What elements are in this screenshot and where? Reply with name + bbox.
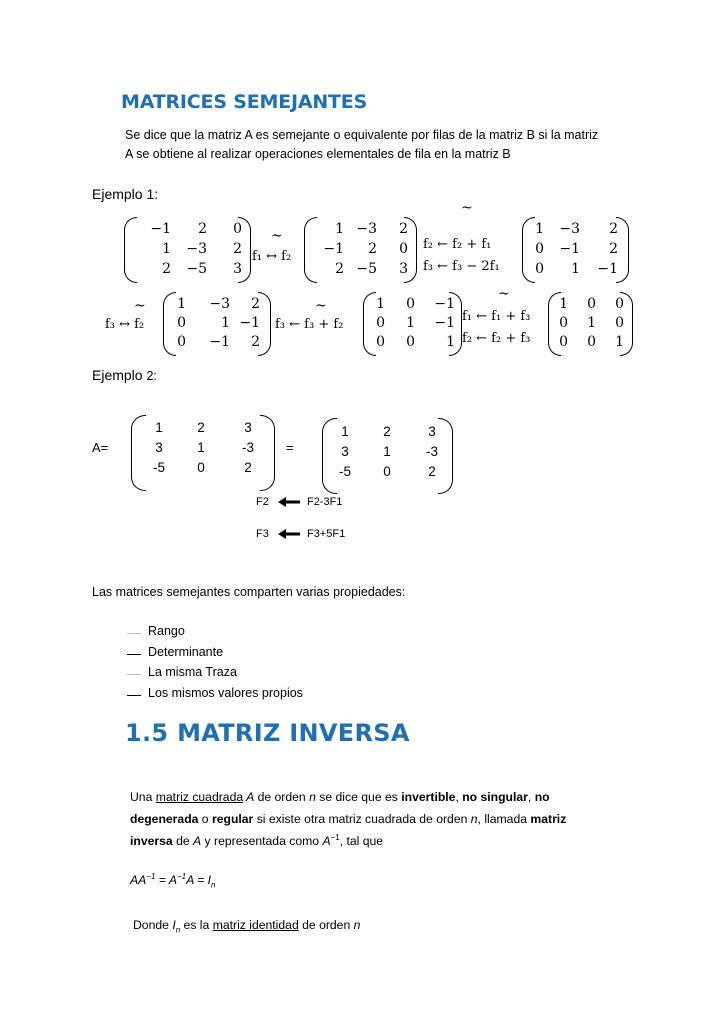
equivalence-tilde: ~ [271, 228, 283, 244]
matrix-3-cell: 0 [535, 261, 544, 277]
subscript-n: n [211, 880, 216, 890]
matrix-4-cell: 1 [177, 295, 186, 312]
example-2-label-number: 2: [146, 369, 157, 383]
text-run: de [172, 834, 194, 849]
matrix-2-bracket-right [404, 217, 417, 283]
text-run: si existe otra matriz cuadrada de orden [253, 812, 471, 826]
equivalence-tilde: ~ [498, 286, 510, 302]
section-title-matrices-semejantes: MATRICES SEMEJANTES [121, 91, 368, 113]
matrix-6-cell: 1 [587, 314, 596, 331]
symbol-i: I [172, 918, 176, 932]
matrix-1-cell: 2 [162, 261, 171, 277]
row-operation-f2 [256, 496, 342, 508]
matrix-6-cell: 0 [587, 334, 596, 351]
matrix-b-bracket-right [438, 418, 453, 494]
text-run: de orden [298, 918, 354, 932]
subscript-n: n [175, 925, 181, 935]
symbol-n: n [309, 790, 316, 804]
row-operation-swap-f3-f2: f₃ ↔ f₂ [105, 317, 145, 332]
matrix-1-cell: 2 [233, 241, 242, 257]
property-item: Los mismos valores propios [148, 686, 303, 700]
term-regular: regular [211, 812, 254, 826]
definition-line-2 [130, 812, 566, 826]
matrix-a-cell: 3 [244, 420, 252, 435]
symbol-n: n [470, 812, 478, 826]
matrix-2-cell: 2 [368, 241, 377, 257]
matrix-5-cell: 0 [376, 314, 385, 331]
matrix-a-cell: 2 [197, 420, 205, 435]
matrix-3-cell: 0 [535, 241, 544, 257]
matrix-4-cell: −1 [239, 314, 260, 331]
matrix-3-bracket-right [616, 217, 629, 283]
row-operation-swap-f1-f2: f₁ ↔ f₂ [252, 249, 292, 264]
matrix-4-cell: 0 [177, 314, 186, 331]
symbol-a: A [193, 834, 202, 849]
row-operation-f3-expression: F3+5F1 [306, 528, 346, 540]
matrix-1-cell: −5 [186, 261, 207, 277]
matrix-1-cell: 0 [233, 221, 242, 237]
matrix-a-cell: 0 [197, 460, 205, 475]
matrix-2 [312, 219, 408, 279]
matrix-a-cell: 2 [244, 460, 252, 475]
matrix-a-cell: 3 [155, 440, 163, 455]
identity-note [133, 918, 360, 934]
superscript-minus-one: −1 [176, 872, 187, 881]
row-operation-f2-expression: F2-3F1 [306, 496, 343, 508]
intro-line-2: A se obtiene al realizar operaciones elementales de fila en la matriz B [125, 147, 511, 161]
matrix-b-cell: 0 [383, 464, 391, 479]
text-run: se dice que es [315, 790, 402, 804]
property-item: Determinante [148, 645, 224, 659]
row-operation-f3-plus-f2: f₃ ← f₃ + f₂ [275, 317, 344, 332]
matrix-6 [556, 294, 624, 352]
matrix-5-cell: 1 [406, 314, 415, 331]
matrix-4-cell: 2 [251, 295, 260, 312]
example-2-label-text: Ejemplo [92, 367, 147, 383]
matrix-6-cell: 0 [559, 314, 568, 331]
matrix-b-cell: -5 [338, 464, 351, 479]
definition-line-1 [130, 790, 550, 804]
matrix-5-cell: −1 [434, 295, 455, 312]
equivalence-tilde: ~ [461, 200, 473, 216]
matrix-4 [170, 294, 260, 352]
bullet-dash [127, 695, 141, 696]
intro-line-1: Se dice que la matriz A es semejante o equivalente por filas de la matriz B si la matriz [125, 128, 599, 142]
equation-part: AA [130, 873, 147, 888]
matrix-5-bracket-right [449, 292, 462, 356]
matrix-a-cell: 1 [155, 420, 163, 435]
matrix-5-cell: 0 [406, 295, 415, 312]
row-operation-f3-target: F3 [256, 528, 269, 540]
term-invertible: invertible [401, 790, 456, 804]
matrix-4-cell: 1 [221, 314, 230, 331]
matrix-a-cell: 1 [197, 440, 205, 455]
term-no-singular: no singular [462, 790, 528, 804]
matrix-1-cell: 1 [162, 241, 171, 257]
matrix-1 [135, 219, 242, 279]
arrow-left-icon [278, 529, 300, 539]
text-run: , llamada [477, 812, 531, 826]
text-run: , tal que [339, 834, 384, 849]
superscript-minus-one: −1 [330, 833, 340, 842]
matrix-1-cell: −1 [150, 221, 171, 237]
matrix-b-cell: 3 [428, 424, 436, 439]
matrix-2-cell: −1 [323, 241, 344, 257]
matrix-5-cell: −1 [434, 314, 455, 331]
text-run: de orden [254, 790, 310, 804]
row-operation-f3 [256, 528, 345, 540]
example-2-label [92, 367, 157, 383]
matrix-3-cell: 2 [609, 241, 618, 257]
matrix-6-cell: 1 [615, 334, 624, 351]
matrix-1-cell: −3 [186, 241, 207, 257]
matrix-2-cell: −3 [356, 221, 377, 237]
bullet-dash [127, 633, 141, 634]
matrix-a-bracket-right [260, 415, 275, 491]
text-run: o [198, 812, 212, 826]
term-matriz: matriz [530, 812, 567, 826]
matrix-a-cell: -3 [241, 440, 254, 455]
text-run: Una [130, 790, 156, 804]
text-run: Donde [133, 918, 173, 932]
matrix-6-cell: 0 [559, 334, 568, 351]
symbol-a: A [243, 790, 255, 804]
matrix-5-cell: 1 [446, 334, 455, 351]
equivalence-tilde: ~ [134, 298, 146, 314]
matrix-4-cell: −3 [209, 295, 230, 312]
inverse-equation [130, 872, 216, 890]
equivalence-tilde: ~ [315, 298, 327, 314]
properties-intro: Las matrices semejantes comparten varias propiedades: [92, 585, 406, 599]
row-operation-f3-minus-2f1: f₃ ← f₃ − 2f₁ [423, 259, 500, 274]
matrix-1-cell: 3 [233, 261, 242, 277]
arrow-left-icon [278, 497, 300, 507]
matrix-2-cell: 2 [335, 261, 344, 277]
bullet-dash [127, 674, 141, 675]
equals-sign: = [286, 440, 294, 455]
matrix-6-bracket-right [620, 292, 633, 356]
matrix-b [326, 424, 454, 484]
matrix-2-cell: 2 [399, 221, 408, 237]
equation-part: A = I [186, 873, 212, 888]
definition-line-3 [130, 833, 383, 848]
text-run: y representada como [201, 834, 323, 849]
text-run: , [527, 790, 535, 804]
matrix-3-cell: 2 [609, 221, 618, 237]
matrix-6-cell: 0 [615, 314, 624, 331]
row-operation-f1-plus-f3: f₁ ← f₁ + f₃ [462, 309, 531, 324]
matrix-2-cell: 0 [399, 241, 408, 257]
matrix-4-bracket-right [258, 292, 271, 356]
section-title-matriz-inversa: 1.5 MATRIZ INVERSA [125, 719, 410, 747]
matrix-6-cell: 0 [587, 295, 596, 312]
matrix-a-label: A= [92, 440, 109, 455]
matrix-b-cell: 2 [383, 424, 391, 439]
row-operation-f2-plus-f1: f₂ ← f₂ + f₁ [423, 237, 492, 252]
link-matriz-cuadrada[interactable]: matriz cuadrada [155, 790, 244, 804]
property-item: La misma Traza [148, 665, 237, 679]
matrix-5 [369, 294, 455, 352]
symbol-n: n [353, 918, 361, 932]
symbol-a-inverse: A [322, 834, 331, 849]
equation-part: = A [155, 873, 177, 888]
superscript-minus-one: −1 [146, 872, 156, 881]
matrix-3-cell: 1 [571, 261, 580, 277]
matrix-b-cell: 2 [428, 464, 436, 479]
matrix-3-cell: −3 [559, 221, 580, 237]
term-no: no [534, 790, 550, 804]
matrix-2-cell: 3 [399, 261, 408, 277]
matrix-3-cell: −1 [597, 261, 618, 277]
matrix-3-cell: 1 [535, 221, 544, 237]
matrix-1-cell: 2 [198, 221, 207, 237]
matrix-6-cell: 0 [615, 295, 624, 312]
matrix-b-cell: 1 [383, 444, 391, 459]
matrix-3 [528, 219, 618, 279]
matrix-a [140, 420, 272, 480]
example-1-label: Ejemplo 1: [92, 186, 159, 202]
matrix-2-cell: 1 [335, 221, 344, 237]
matrix-1-bracket-right [238, 217, 251, 283]
link-matriz-identidad[interactable]: matriz identidad [212, 918, 299, 932]
text-run: , [455, 790, 463, 804]
row-operation-f2-plus-f3: f₂ ← f₂ + f₃ [462, 331, 531, 346]
matrix-6-cell: 1 [559, 295, 568, 312]
text-run: es la [180, 918, 213, 932]
matrix-5-cell: 0 [376, 334, 385, 351]
matrix-4-cell: 0 [177, 334, 186, 351]
matrix-4-cell: −1 [209, 334, 230, 351]
matrix-a-cell: -5 [152, 460, 165, 475]
matrix-b-cell: 3 [341, 444, 349, 459]
matrix-5-cell: 0 [406, 334, 415, 351]
matrix-4-cell: 2 [251, 334, 260, 351]
matrix-b-cell: 1 [341, 424, 349, 439]
bullet-dash [127, 654, 141, 655]
matrix-2-cell: −5 [356, 261, 377, 277]
matrix-3-cell: −1 [559, 241, 580, 257]
property-item: Rango [148, 624, 185, 638]
term-degenerada: degenerada [130, 812, 199, 826]
matrix-b-cell: -3 [425, 444, 438, 459]
row-operation-f2-target: F2 [256, 496, 269, 508]
term-inversa: inversa [130, 834, 173, 849]
matrix-5-cell: 1 [376, 295, 385, 312]
